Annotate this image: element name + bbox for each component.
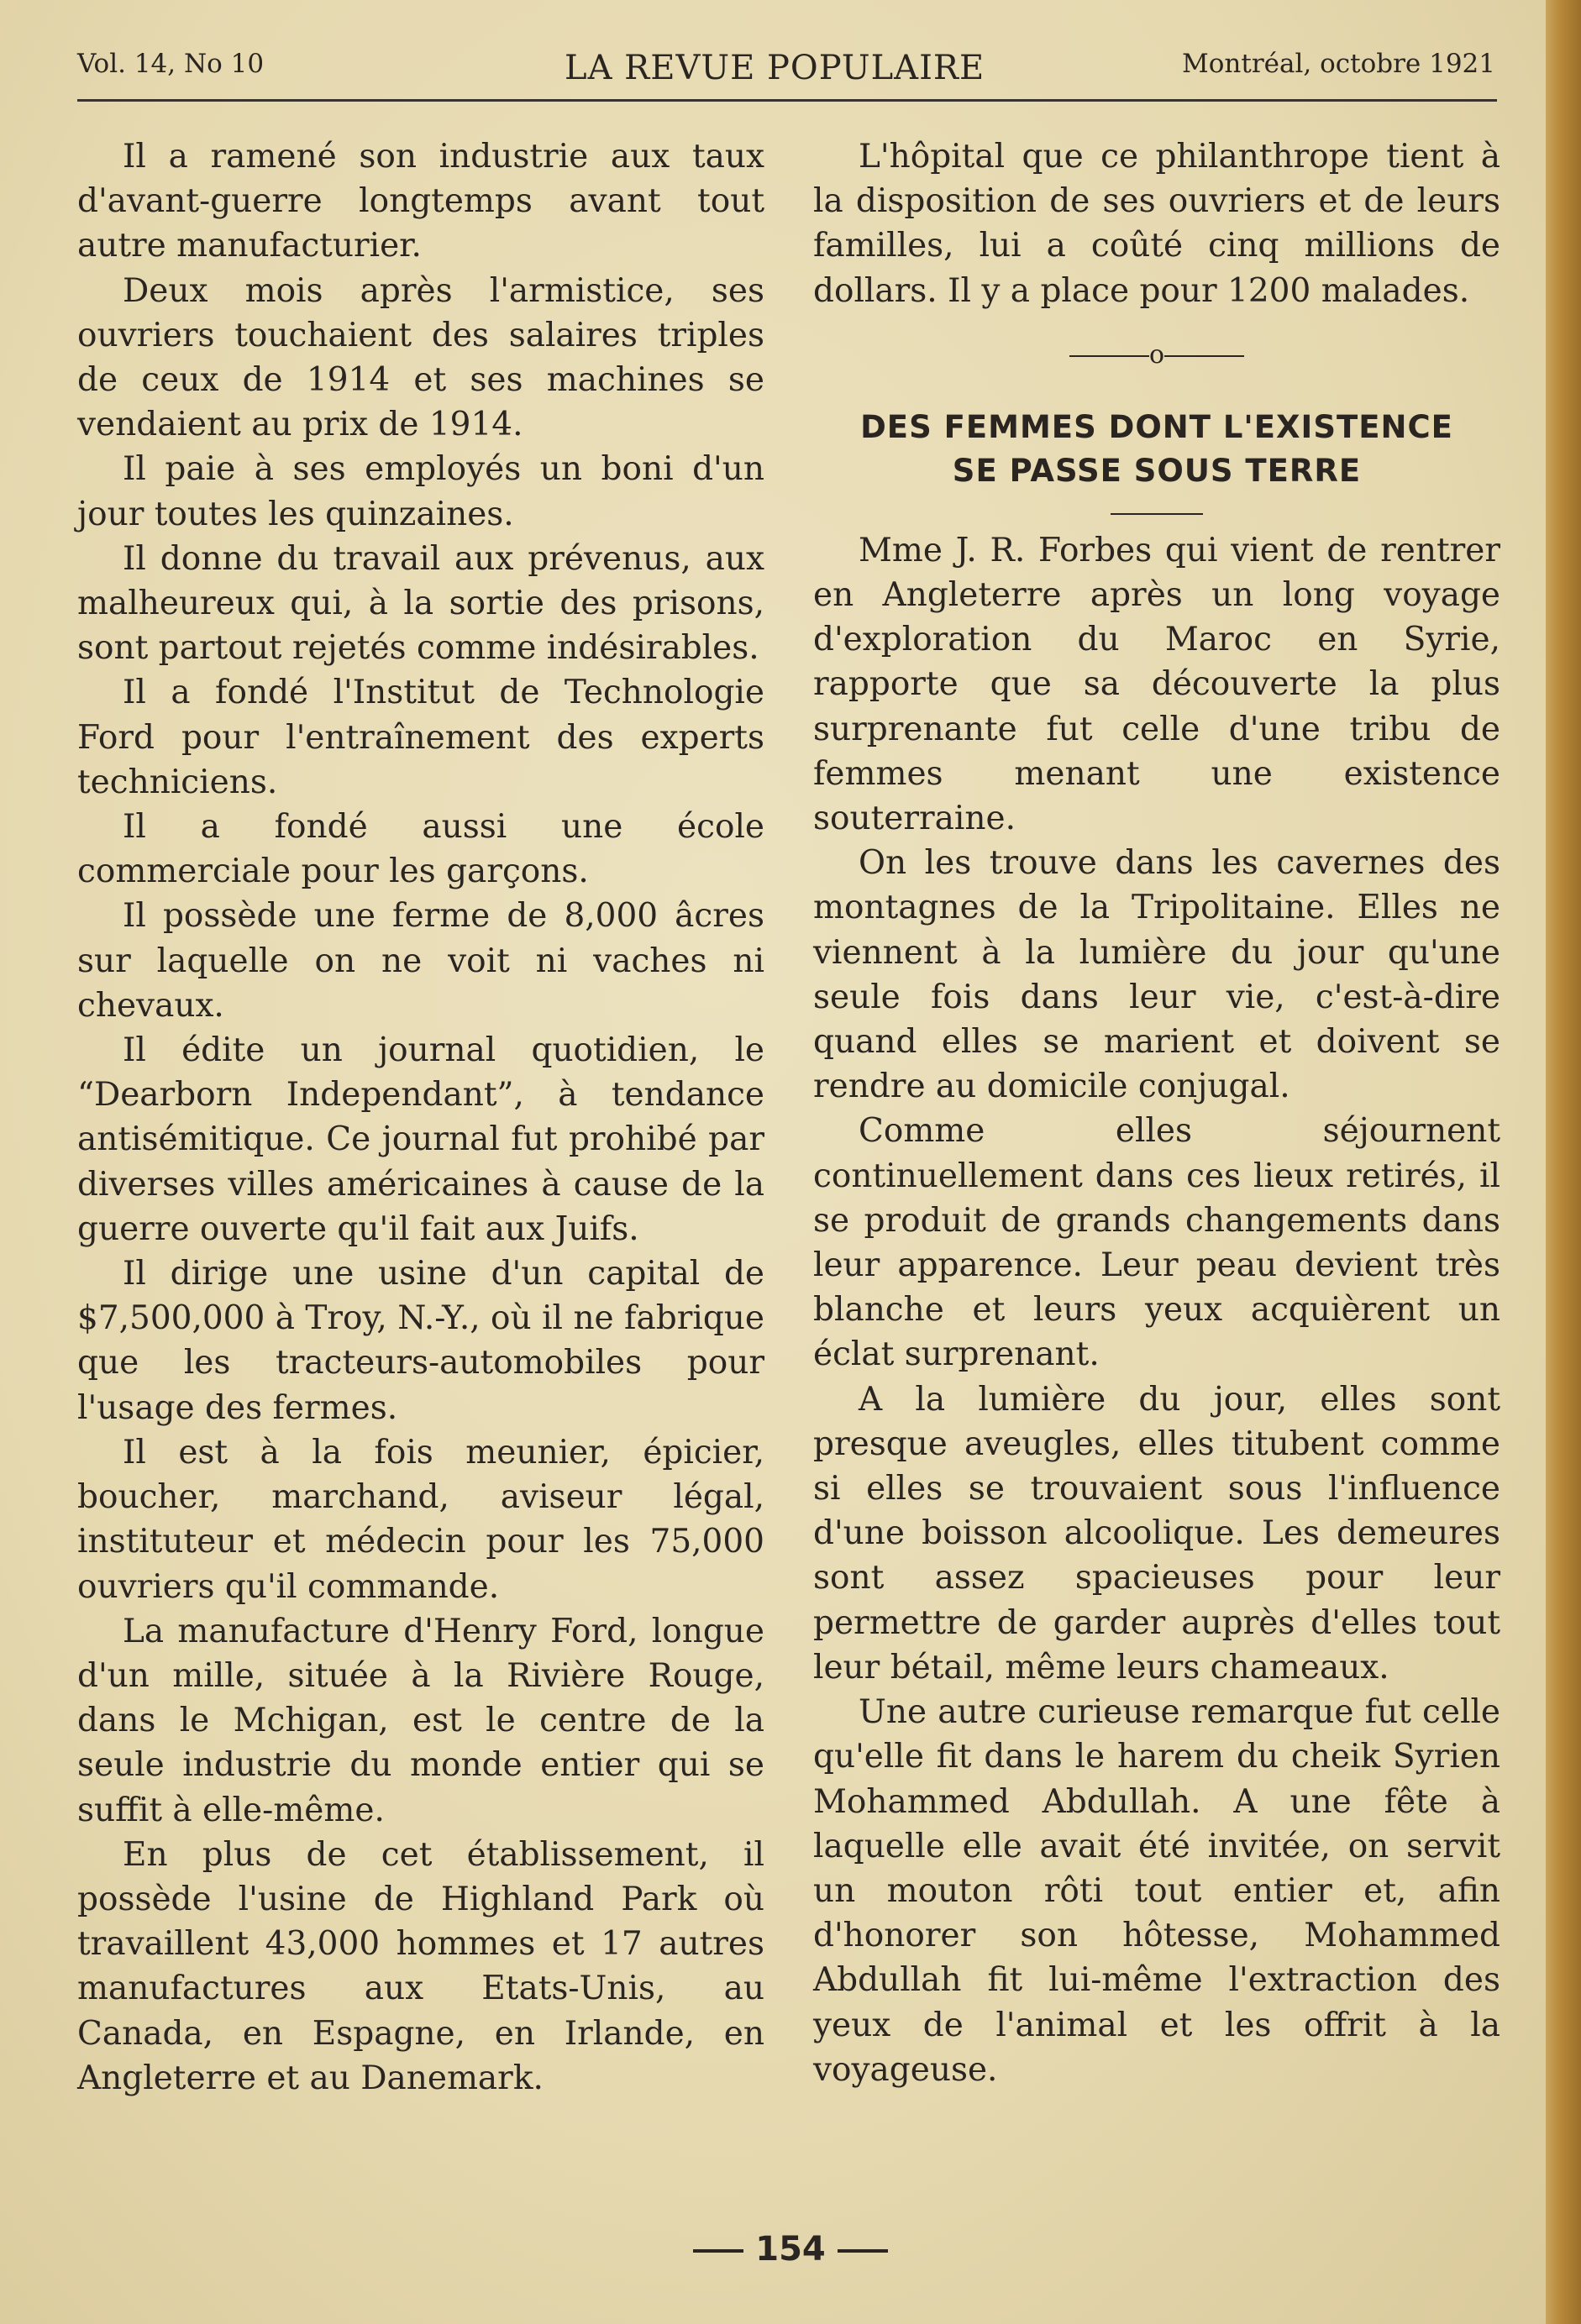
paragraph: Il a fondé l'Institut de Technologie Ford pour l'entraînement des experts techniciens. bbox=[77, 674, 764, 801]
paragraph: Il paie à ses employés un boni d'un jour toutes les quinzaines. bbox=[77, 450, 764, 533]
paragraph: L'hôpital que ce philanthrope tient à la disposition de ses ouvriers et de leurs familles, lui a coûté cinq millions de dollars. Il y a place pour 1200 malades. bbox=[813, 138, 1500, 310]
issue-date: Montréal, octobre 1921 bbox=[1182, 49, 1495, 79]
paragraph: On les trouve dans les cavernes des montagnes de la Tripolitaine. Elles ne viennent à la lumière du jour qu'une seule fois dans leur vie, c'est-à-dire quand elles se marient et doivent se rendre au domicile conjugal. bbox=[813, 844, 1500, 1106]
running-header bbox=[77, 44, 1495, 91]
paragraph: En plus de cet établissement, il possède l'usine de Highland Park où travaillent 43,000 hommes et 17 autres manufactures aux Etats-Unis, au Canada, en Espagne, en Irlande, en Angleterre et au Danemark. bbox=[77, 1835, 764, 2097]
paragraph: Mme J. R. Forbes qui vient de rentrer en Angleterre après un long voyage d'exploration du Maroc en Syrie, rapporte que sa découverte la plus surprenante fut celle d'une tribu de femmes menant une existence souterraine. bbox=[813, 531, 1500, 838]
article-heading-line2: SE PASSE SOUS TERRE bbox=[952, 452, 1362, 489]
page-footer bbox=[0, 2230, 1581, 2269]
article-heading bbox=[813, 406, 1500, 493]
publication-title: LA REVUE POPULAIRE bbox=[565, 49, 985, 87]
paragraph: Il édite un journal quotidien, le “Dearborn Independant”, à tendance antisémitique. Ce journal fut prohibé par diverses villes américaines à cause de la guerre ouverte qu'il fait aux Juifs. bbox=[77, 1031, 764, 1248]
volume-number: Vol. 14, No 10 bbox=[77, 49, 265, 79]
page-number: 154 bbox=[755, 2230, 826, 2269]
section-separator bbox=[813, 338, 1500, 372]
separator-mark: o bbox=[1148, 339, 1165, 370]
paragraph: Une autre curieuse remarque fut celle qu'elle fit dans le harem du cheik Syrien Mohammed Abdullah. A une fête à laquelle elle avait été invitée, on servit un mouton rôti tout entier et, afin d'honorer son hôtesse, Mohammed Abdullah fit lui-même l'extraction des yeux de l'animal et les offrit à la voyageuse. bbox=[813, 1693, 1500, 2089]
right-column bbox=[813, 134, 1500, 2092]
paragraph: Il donne du travail aux prévenus, aux malheureux qui, à la sortie des prisons, sont partout rejetés comme indésirables. bbox=[77, 539, 764, 668]
paragraph: Il a ramené son industrie aux taux d'avant-guerre longtemps avant tout autre manufacturier. bbox=[77, 138, 764, 265]
paragraph: Comme elles séjournent continuellement dans ces lieux retirés, il se produit de grands changements dans leur apparence. Leur peau devient très blanche et leurs yeux acquièrent un éclat surprenant. bbox=[813, 1112, 1500, 1374]
paragraph: Deux mois après l'armistice, ses ouvriers touchaient des salaires triples de ceux de 1914 et ses machines se vendaient au prix de 1914. bbox=[77, 271, 764, 444]
paragraph: A la lumière du jour, elles sont presque aveugles, elles titubent comme si elles se trouvaient sous l'influence d'une boisson alcoolique. Les demeures sont assez spacieuses pour leur permettre de garder auprès d'elles tout leur bétail, même leurs chameaux. bbox=[813, 1380, 1500, 1687]
paragraph: Il dirige une usine d'un capital de $7,500,000 à Troy, N.-Y., où il ne fabrique que les tracteurs-automobiles pour l'usage des fermes. bbox=[77, 1255, 764, 1427]
paragraph: La manufacture d'Henry Ford, longue d'un mille, située à la Rivière Rouge, dans le Mchigan, est le centre de la seule industrie du monde entier qui se suffit à elle-même. bbox=[77, 1612, 764, 1829]
paragraph: Il est à la fois meunier, épicier, boucher, marchand, aviseur légal, instituteur et médecin pour les 75,000 ouvriers qu'il commande. bbox=[77, 1433, 764, 1606]
page-edge bbox=[1546, 0, 1581, 2324]
header-rule bbox=[77, 99, 1497, 102]
heading-rule bbox=[1111, 513, 1203, 515]
paragraph: Il a fondé aussi une école commerciale pour les garçons. bbox=[77, 808, 764, 891]
article-heading-line1: DES FEMMES DONT L'EXISTENCE bbox=[860, 408, 1453, 445]
paragraph: Il possède une ferme de 8,000 âcres sur laquelle on ne voit ni vaches ni chevaux. bbox=[77, 897, 764, 1025]
left-column bbox=[77, 134, 764, 2101]
